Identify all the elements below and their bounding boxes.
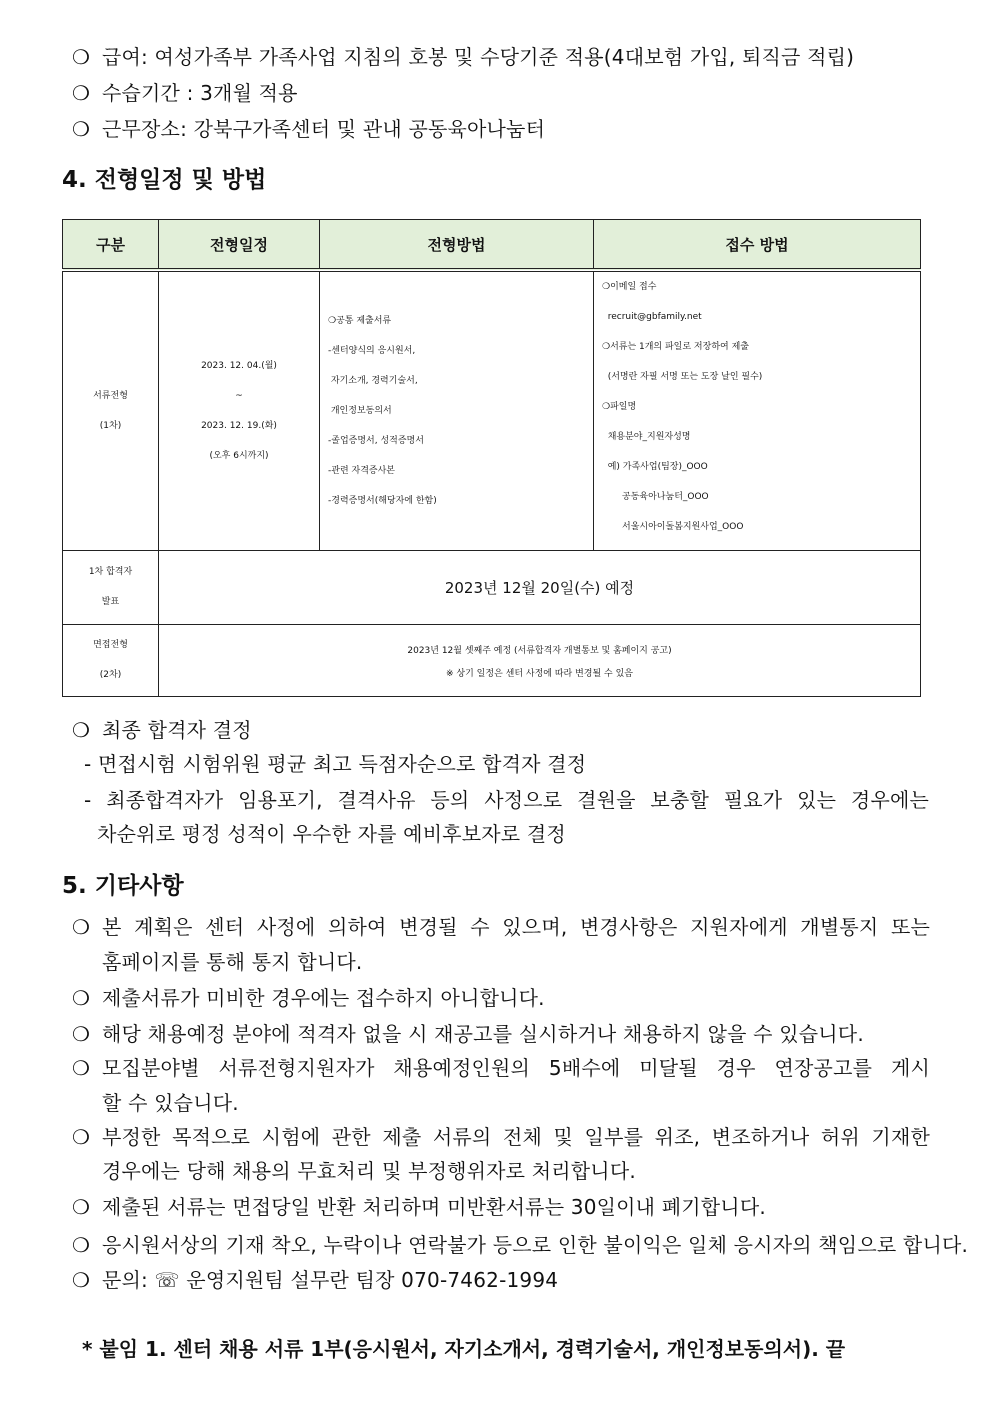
note-item-2: ❍ 제출서류가 미비한 경우에는 접수하지 아니합니다. [72,986,545,1010]
workplace-item: ❍ 근무장소: 강북구가족센터 및 관내 공동육아나눔터 [72,117,546,141]
note-item-5-cont: 경우에는 당해 채용의 무효처리 및 부정행위자로 처리합니다. [102,1159,636,1183]
note-item-7: ❍ 응시원서상의 기재 착오, 누락이나 연락불가 등으로 인한 불이익은 일체 응시자의 책임으로 합니다. [72,1233,969,1257]
attachment-note: * 붙임 1. 센터 채용 서류 1부(응시원서, 자기소개서, 경력기술서, 개인정보동의서). 끝 [82,1337,846,1361]
interview-text: 2023년 12월 셋째주 예정 (서류합격자 개별통보 및 홈페이지 공고) [407,646,672,656]
bullet-icon: ❍ [72,117,91,141]
contact-item: ❍ 문의: ☏ 운영지원팀 설무란 팀장 070-7462-1994 [72,1268,559,1292]
announce-label: 1차 합격자 발표 [63,550,159,624]
final-line-3: 차순위로 평정 성적이 우수한 자를 예비후보자로 결정 [84,822,566,846]
note-item-1-cont: 홈페이지를 통해 통지 합니다. [102,950,363,974]
salary-item: ❍ 급여: 여성가족부 가족사업 지침의 호봉 및 수당기준 적용(4대보험 가입, 퇴직금 적립) [72,45,855,69]
bullet-icon: ❍ [72,1056,91,1080]
note-item-3: ❍ 해당 채용예정 분야에 적격자 없을 시 재공고를 실시하거나 채용하지 않을 수 있습니다. [72,1022,864,1046]
bullet-icon: ❍ [72,1268,91,1292]
note-item-1: ❍ 본 계획은 센터 사정에 의하여 변경될 수 있으며, 변경사항은 지원자에게 개별통지 또는 [72,915,930,939]
interview-cell [159,624,921,696]
doc-method: ❍공통 제출서류 -센터양식의 응시원서, 자기소개, 경력기술서, 개인정보동의서 -졸업증명서, 성적증명서 -관련 자격증사본 -경력증명서(해당자에 한함) [320,270,594,550]
header-receipt: 접수 방법 [594,220,921,271]
interview-label: 면접전형 (2차) [63,624,159,696]
bullet-icon: ❍ [72,1233,91,1257]
table-row-announce [63,550,921,624]
bullet-icon: ❍ [72,718,91,742]
bullet-icon: ❍ [72,1195,91,1219]
doc-receipt: ❍이메일 접수 recruit@gbfamily.net ❍서류는 1개의 파일로 저장하여 제출 (서명란 자필 서명 또는 도장 날인 필수) ❍파일명 채용분야_지원자성명 예) 가족사업(팀장)_OOO 공동육아나눔터_OOO 서울시아이돌봄지원사업_OOO [594,270,921,550]
bullet-icon: ❍ [72,81,91,105]
bullet-icon: ❍ [72,915,91,939]
table-row-interview [63,624,921,696]
schedule-note: ※ 상기 일정은 센터 사정에 따라 변경될 수 있음 [446,669,633,679]
announce-text: 2023년 12월 20일(수) 예정 [159,550,921,624]
header-schedule: 전형일정 [159,220,320,271]
table-header-row [63,220,921,271]
note-item-5: ❍ 부정한 목적으로 시험에 관한 제출 서류의 전체 및 일부를 위조, 변조하거나 허위 기재한 [72,1125,930,1149]
final-line-1: - 면접시험 시험위원 평균 최고 득점자순으로 합격자 결정 [84,752,587,776]
note-item-4-cont: 할 수 있습니다. [102,1091,239,1115]
section4-title: 4. 전형일정 및 방법 [62,167,267,193]
doc-stage-label: 서류전형 (1차) [63,270,159,550]
table-row-document [63,270,921,550]
note-item-4: ❍ 모집분야별 서류전형지원자가 채용예정인원의 5배수에 미달될 경우 연장공고를 게시 [72,1056,930,1080]
bullet-icon: ❍ [72,1125,91,1149]
probation-item: ❍ 수습기간 : 3개월 적용 [72,81,298,105]
bullet-icon: ❍ [72,45,91,69]
section5-title: 5. 기타사항 [62,873,184,899]
doc-schedule: 2023. 12. 04.(월) ~ 2023. 12. 19.(화) (오후 6시까지) [159,270,320,550]
final-title: ❍ 최종 합격자 결정 [72,718,252,742]
header-category: 구분 [63,220,159,271]
schedule-table [62,219,921,697]
note-item-6: ❍ 제출된 서류는 면접당일 반환 처리하며 미반환서류는 30일이내 폐기합니다. [72,1195,766,1219]
final-line-2: - 최종합격자가 임용포기, 결격사유 등의 사정으로 결원을 보충할 필요가 있는 경우에는 [84,788,929,812]
bullet-icon: ❍ [72,986,91,1010]
header-method: 전형방법 [320,220,594,271]
email-address: recruit@gbfamily.net [602,312,702,322]
bullet-icon: ❍ [72,1022,91,1046]
